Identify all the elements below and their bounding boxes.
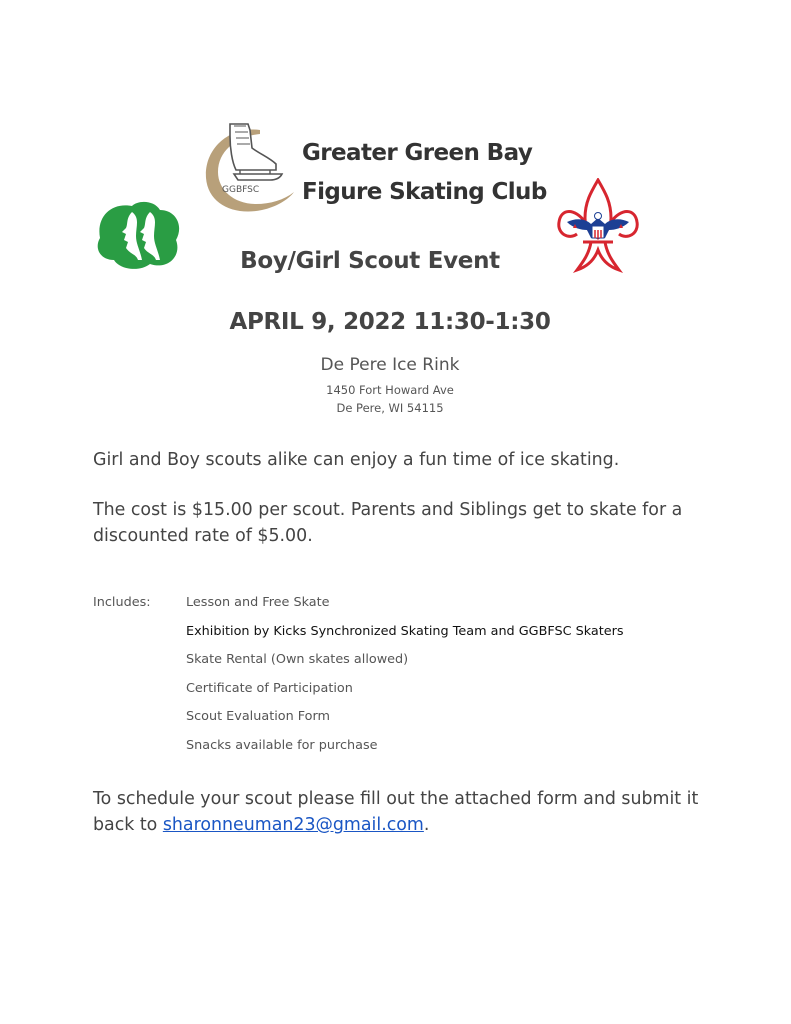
list-item: Skate Rental (Own skates allowed) [186,652,409,668]
schedule-text: To schedule your scout please fill out the attached form and submit it back to [93,789,699,835]
club-name-line1: Greater Green Bay [302,140,533,166]
address-line1: 1450 Fort Howard Ave [326,383,454,397]
list-item: Scout Evaluation Form [186,709,331,725]
intro-paragraph: Girl and Boy scouts alike can enjoy a fun time of ice skating. [93,450,620,470]
club-logo-text: GGBFSC [222,185,260,195]
list-item: Snacks available for purchase [186,737,378,753]
schedule-period: . [423,815,430,835]
list-item: Certificate of Participation [186,680,353,696]
cost-paragraph: The cost is $15.00 per scout. Parents and Siblings get to skate for a discounted rate of $5.00. [93,500,683,546]
event-title: Boy/Girl Scout Event [240,248,500,274]
list-item: Exhibition by Kicks Synchronized Skating Team and GGBFSC Skaters [186,623,624,639]
venue-name: De Pere Ice Rink [320,355,460,375]
event-date: APRIL 9, 2022 11:30-1:30 [229,309,551,335]
schedule-paragraph [93,786,733,838]
list-item: Lesson and Free Skate [186,595,330,610]
email-link[interactable]: sharonneuman23@gmail.com [162,815,424,835]
ggbfsc-skate-logo [200,118,300,220]
includes-label: Includes: [93,595,151,610]
address-line2: De Pere, WI 54115 [336,401,444,415]
club-name-line2: Figure Skating Club [302,179,547,205]
includes-list [186,595,624,767]
